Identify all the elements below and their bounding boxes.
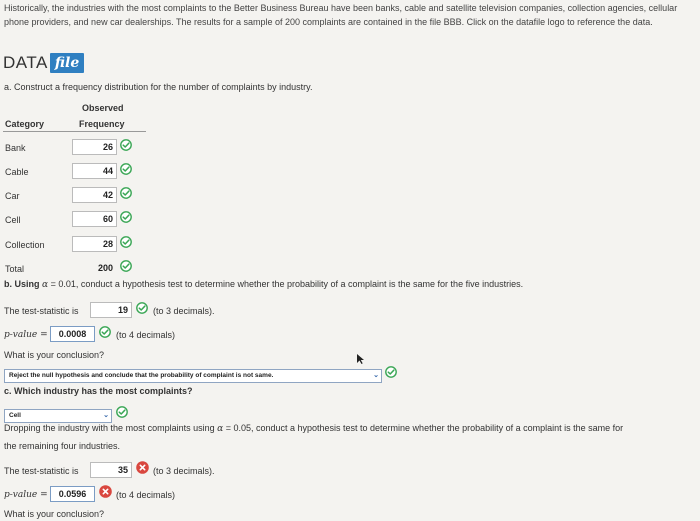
chevron-down-icon: ⌄ (103, 412, 109, 419)
car-frequency-input[interactable]: 42 (72, 187, 117, 203)
b-conclusion-correct-icon (385, 366, 397, 378)
bank-correct-icon (120, 139, 132, 151)
row-label-cable: Cable (5, 167, 29, 177)
b-pvalue-correct-icon (99, 326, 111, 338)
collection-frequency-input[interactable]: 28 (72, 236, 117, 252)
header-category: Category (5, 119, 45, 129)
c-test-stat-incorrect-icon (136, 461, 149, 474)
datafile-file-label: file (50, 53, 84, 73)
row-label-bank: Bank (5, 143, 26, 153)
cell-frequency-input[interactable]: 60 (72, 211, 117, 227)
c-pvalue-input[interactable]: 0.0596 (50, 486, 95, 502)
c-test-stat-label: The test-statistic is (4, 466, 79, 476)
row-label-cell: Cell (5, 215, 21, 225)
c-conclusion-label: What is your conclusion? (4, 509, 105, 519)
car-correct-icon (120, 187, 132, 199)
cable-correct-icon (120, 163, 132, 175)
c-test-stat-hint: (to 3 decimals). (153, 466, 215, 476)
c-followup-suffix: , conduct a hypothesis test to determine whether the probability of a complaint is the same for (250, 423, 624, 433)
table-header-divider (3, 131, 146, 132)
alpha-symbol-c: α (217, 424, 224, 434)
b-conclusion-label: What is your conclusion? (4, 350, 105, 360)
c-industry-correct-icon (116, 406, 128, 418)
total-frequency-value: 200 (97, 263, 113, 273)
cable-frequency-input[interactable]: 44 (72, 163, 117, 179)
c-pvalue-label: p-value = (4, 490, 48, 500)
part-c-question-text: c. Which industry has the most complaints? (4, 386, 193, 396)
part-c-question (4, 386, 193, 396)
datafile-data-label: DATA (3, 53, 48, 72)
c-pvalue-hint: (to 4 decimals) (116, 490, 176, 500)
c-test-stat-input[interactable]: 35 (90, 462, 132, 478)
row-label-car: Car (5, 191, 20, 201)
b-test-stat-label: The test-statistic is (4, 306, 79, 316)
part-a-question: a. Construct a frequency distribution for the number of complaints by industry. (4, 82, 313, 92)
c-followup-line1 (4, 423, 623, 434)
collection-correct-icon (120, 236, 132, 248)
c-followup-line2: the remaining four industries. (4, 441, 121, 451)
c-pvalue-incorrect-icon (99, 485, 112, 498)
total-correct-icon (120, 260, 132, 272)
c-industry-select[interactable] (4, 409, 112, 423)
b-pvalue-hint: (to 4 decimals) (116, 330, 176, 340)
b-test-stat-input[interactable]: 19 (90, 302, 132, 318)
header-frequency: Frequency (79, 119, 125, 129)
part-b-prefix: b. Using (4, 279, 42, 289)
alpha-value-c: = 0.05 (223, 423, 251, 433)
b-pvalue-label: p-value = (4, 330, 48, 340)
c-industry-selected: Cell (9, 412, 21, 419)
c-followup-prefix: Dropping the industry with the most complaints using (4, 423, 218, 433)
alpha-symbol-b: α (42, 280, 49, 290)
row-label-collection: Collection (5, 240, 45, 250)
row-label-total: Total (5, 264, 25, 274)
header-observed: Observed (82, 103, 124, 113)
chevron-down-icon: ⌄ (373, 372, 379, 379)
b-pvalue-input[interactable]: 0.0008 (50, 326, 95, 342)
part-b-suffix: , conduct a hypothesis test to determine whether the probability of a complaint is the same for the five industries. (75, 279, 524, 289)
datafile-logo[interactable] (3, 52, 84, 74)
b-test-stat-correct-icon (136, 302, 148, 314)
part-b-question (4, 279, 523, 290)
mouse-cursor-icon (355, 353, 365, 365)
alpha-value-b: = 0.01 (48, 279, 76, 289)
b-conclusion-select[interactable] (4, 369, 382, 383)
b-test-stat-hint: (to 3 decimals). (153, 306, 215, 316)
b-conclusion-selected: Reject the null hypothesis and conclude that the probability of complaint is not same. (9, 372, 274, 379)
cell-correct-icon (120, 211, 132, 223)
problem-intro: Historically, the industries with the most complaints to the Better Business Bureau have been banks, cable and satellite television companies, collection agencies, cellular phone providers, and new car dealerships. The results for a sample of 200 complaints are contained in the file BBB. Click on the datafile logo to reference the data. (4, 3, 678, 27)
bank-frequency-input[interactable]: 26 (72, 139, 117, 155)
